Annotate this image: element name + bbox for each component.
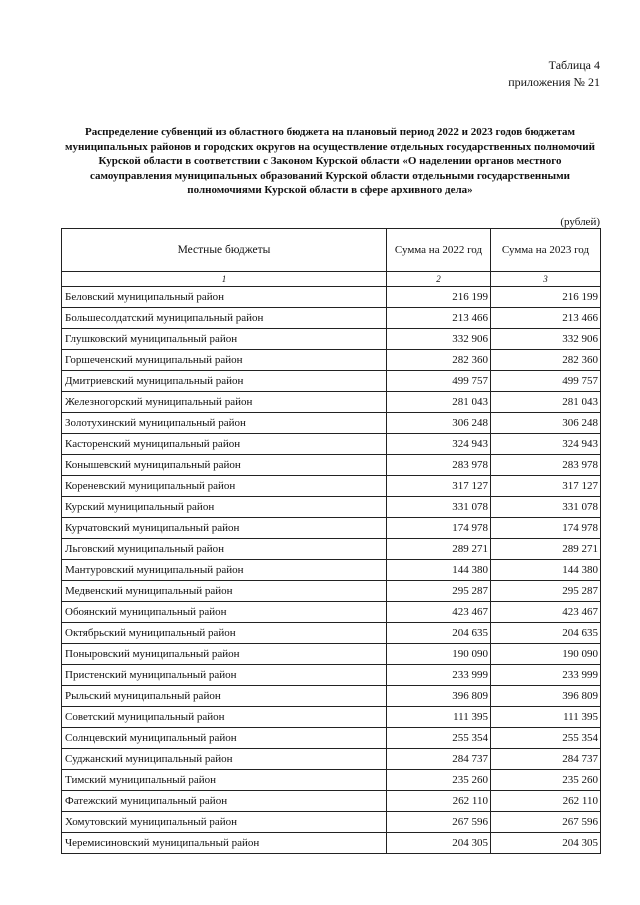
- table-row: [62, 560, 601, 581]
- table-row: [62, 539, 601, 560]
- district-name-cell: Медвенский муниципальный район: [62, 581, 387, 602]
- table-row: [62, 497, 601, 518]
- table-row: [62, 644, 601, 665]
- table-row: [62, 350, 601, 371]
- district-name-cell: Курский муниципальный район: [62, 497, 387, 518]
- table-row: [62, 413, 601, 434]
- amount-2023-cell: 281 043: [491, 392, 601, 413]
- district-name-cell: Конышевский муниципальный район: [62, 455, 387, 476]
- district-name-cell: Железногорский муниципальный район: [62, 392, 387, 413]
- amount-2022-cell: 331 078: [387, 497, 491, 518]
- amount-2023-cell: 284 737: [491, 749, 601, 770]
- table-row: [62, 308, 601, 329]
- table-row: [62, 518, 601, 539]
- amount-2022-cell: 283 978: [387, 455, 491, 476]
- table-row: [62, 287, 601, 308]
- amount-2023-cell: 144 380: [491, 560, 601, 581]
- amount-2023-cell: 255 354: [491, 728, 601, 749]
- table-row: [62, 749, 601, 770]
- district-name-cell: Черемисиновский муниципальный район: [62, 833, 387, 854]
- amount-2023-cell: 204 305: [491, 833, 601, 854]
- district-name-cell: Касторенский муниципальный район: [62, 434, 387, 455]
- amount-2023-cell: 317 127: [491, 476, 601, 497]
- table-row: [62, 812, 601, 833]
- table-row: [62, 707, 601, 728]
- table-row: [62, 329, 601, 350]
- district-name-cell: Дмитриевский муниципальный район: [62, 371, 387, 392]
- district-name-cell: Курчатовский муниципальный район: [62, 518, 387, 539]
- district-name-cell: Солнцевский муниципальный район: [62, 728, 387, 749]
- amount-2022-cell: 499 757: [387, 371, 491, 392]
- table-row: [62, 728, 601, 749]
- amount-2022-cell: 284 737: [387, 749, 491, 770]
- district-name-cell: Льговский муниципальный район: [62, 539, 387, 560]
- amount-2022-cell: 111 395: [387, 707, 491, 728]
- amount-2023-cell: 499 757: [491, 371, 601, 392]
- table-row: [62, 392, 601, 413]
- amount-2022-cell: 317 127: [387, 476, 491, 497]
- amount-2023-cell: 289 271: [491, 539, 601, 560]
- amount-2022-cell: 295 287: [387, 581, 491, 602]
- table-row: [62, 686, 601, 707]
- column-header-2023: Сумма на 2023 год: [491, 229, 601, 272]
- amount-2023-cell: 190 090: [491, 644, 601, 665]
- table-header-row: [62, 229, 601, 272]
- district-name-cell: Большесолдатский муниципальный район: [62, 308, 387, 329]
- units-label: (рублей): [560, 216, 600, 228]
- district-name-cell: Пристенский муниципальный район: [62, 665, 387, 686]
- amount-2022-cell: 396 809: [387, 686, 491, 707]
- amount-2023-cell: 216 199: [491, 287, 601, 308]
- district-name-cell: Поныровский муниципальный район: [62, 644, 387, 665]
- amount-2022-cell: 262 110: [387, 791, 491, 812]
- amount-2023-cell: 332 906: [491, 329, 601, 350]
- column-header-budgets: Местные бюджеты: [62, 229, 387, 272]
- column-number: 3: [491, 272, 601, 287]
- district-name-cell: Октябрьский муниципальный район: [62, 623, 387, 644]
- amount-2023-cell: 306 248: [491, 413, 601, 434]
- amount-2023-cell: 267 596: [491, 812, 601, 833]
- district-name-cell: Горшеченский муниципальный район: [62, 350, 387, 371]
- table-row: [62, 371, 601, 392]
- column-number-row: [62, 272, 601, 287]
- district-name-cell: Обоянский муниципальный район: [62, 602, 387, 623]
- document-title: Распределение субвенций из областного бюджета на плановый период 2022 и 2023 годов бюджетам муниципальных районов и городских округов на осуществление отдельных государственных полномочий Курской области в соответствии с Законом Курской области «О наделении органов местного самоуправления муниципальных образований Курской области отдельными государственными полномочиями Курской области в сфере архивного дела»: [65, 126, 595, 196]
- amount-2023-cell: 324 943: [491, 434, 601, 455]
- district-name-cell: Суджанский муниципальный район: [62, 749, 387, 770]
- amount-2022-cell: 282 360: [387, 350, 491, 371]
- amount-2022-cell: 235 260: [387, 770, 491, 791]
- appendix-label: приложения № 21: [508, 75, 600, 89]
- amount-2022-cell: 204 305: [387, 833, 491, 854]
- table-row: [62, 833, 601, 854]
- table-row: [62, 476, 601, 497]
- amount-2022-cell: 174 978: [387, 518, 491, 539]
- amount-2022-cell: 289 271: [387, 539, 491, 560]
- table-row: [62, 665, 601, 686]
- district-name-cell: Мантуровский муниципальный район: [62, 560, 387, 581]
- amount-2023-cell: 331 078: [491, 497, 601, 518]
- amount-2023-cell: 396 809: [491, 686, 601, 707]
- amount-2023-cell: 174 978: [491, 518, 601, 539]
- district-name-cell: Хомутовский муниципальный район: [62, 812, 387, 833]
- table-row: [62, 791, 601, 812]
- district-name-cell: Беловский муниципальный район: [62, 287, 387, 308]
- amount-2023-cell: 262 110: [491, 791, 601, 812]
- table-row: [62, 455, 601, 476]
- amount-2022-cell: 144 380: [387, 560, 491, 581]
- amount-2022-cell: 332 906: [387, 329, 491, 350]
- amount-2022-cell: 255 354: [387, 728, 491, 749]
- district-name-cell: Фатежский муниципальный район: [62, 791, 387, 812]
- district-name-cell: Советский муниципальный район: [62, 707, 387, 728]
- table-row: [62, 581, 601, 602]
- table-row: [62, 623, 601, 644]
- table-row: [62, 770, 601, 791]
- amount-2022-cell: 267 596: [387, 812, 491, 833]
- amount-2023-cell: 423 467: [491, 602, 601, 623]
- amount-2022-cell: 216 199: [387, 287, 491, 308]
- district-name-cell: Золотухинский муниципальный район: [62, 413, 387, 434]
- amount-2022-cell: 423 467: [387, 602, 491, 623]
- column-number: 2: [387, 272, 491, 287]
- amount-2022-cell: 190 090: [387, 644, 491, 665]
- amount-2023-cell: 282 360: [491, 350, 601, 371]
- table-row: [62, 602, 601, 623]
- table-row: [62, 434, 601, 455]
- amount-2023-cell: 213 466: [491, 308, 601, 329]
- amount-2022-cell: 213 466: [387, 308, 491, 329]
- amount-2022-cell: 306 248: [387, 413, 491, 434]
- amount-2023-cell: 204 635: [491, 623, 601, 644]
- amount-2022-cell: 324 943: [387, 434, 491, 455]
- subsidy-table: [61, 228, 601, 854]
- district-name-cell: Глушковский муниципальный район: [62, 329, 387, 350]
- district-name-cell: Рыльский муниципальный район: [62, 686, 387, 707]
- table-body: [62, 287, 601, 854]
- amount-2023-cell: 111 395: [491, 707, 601, 728]
- column-number: 1: [62, 272, 387, 287]
- amount-2022-cell: 204 635: [387, 623, 491, 644]
- amount-2022-cell: 233 999: [387, 665, 491, 686]
- table-number-label: Таблица 4: [548, 58, 600, 72]
- district-name-cell: Кореневский муниципальный район: [62, 476, 387, 497]
- amount-2023-cell: 283 978: [491, 455, 601, 476]
- district-name-cell: Тимский муниципальный район: [62, 770, 387, 791]
- amount-2023-cell: 233 999: [491, 665, 601, 686]
- amount-2023-cell: 235 260: [491, 770, 601, 791]
- amount-2023-cell: 295 287: [491, 581, 601, 602]
- amount-2022-cell: 281 043: [387, 392, 491, 413]
- column-header-2022: Сумма на 2022 год: [387, 229, 491, 272]
